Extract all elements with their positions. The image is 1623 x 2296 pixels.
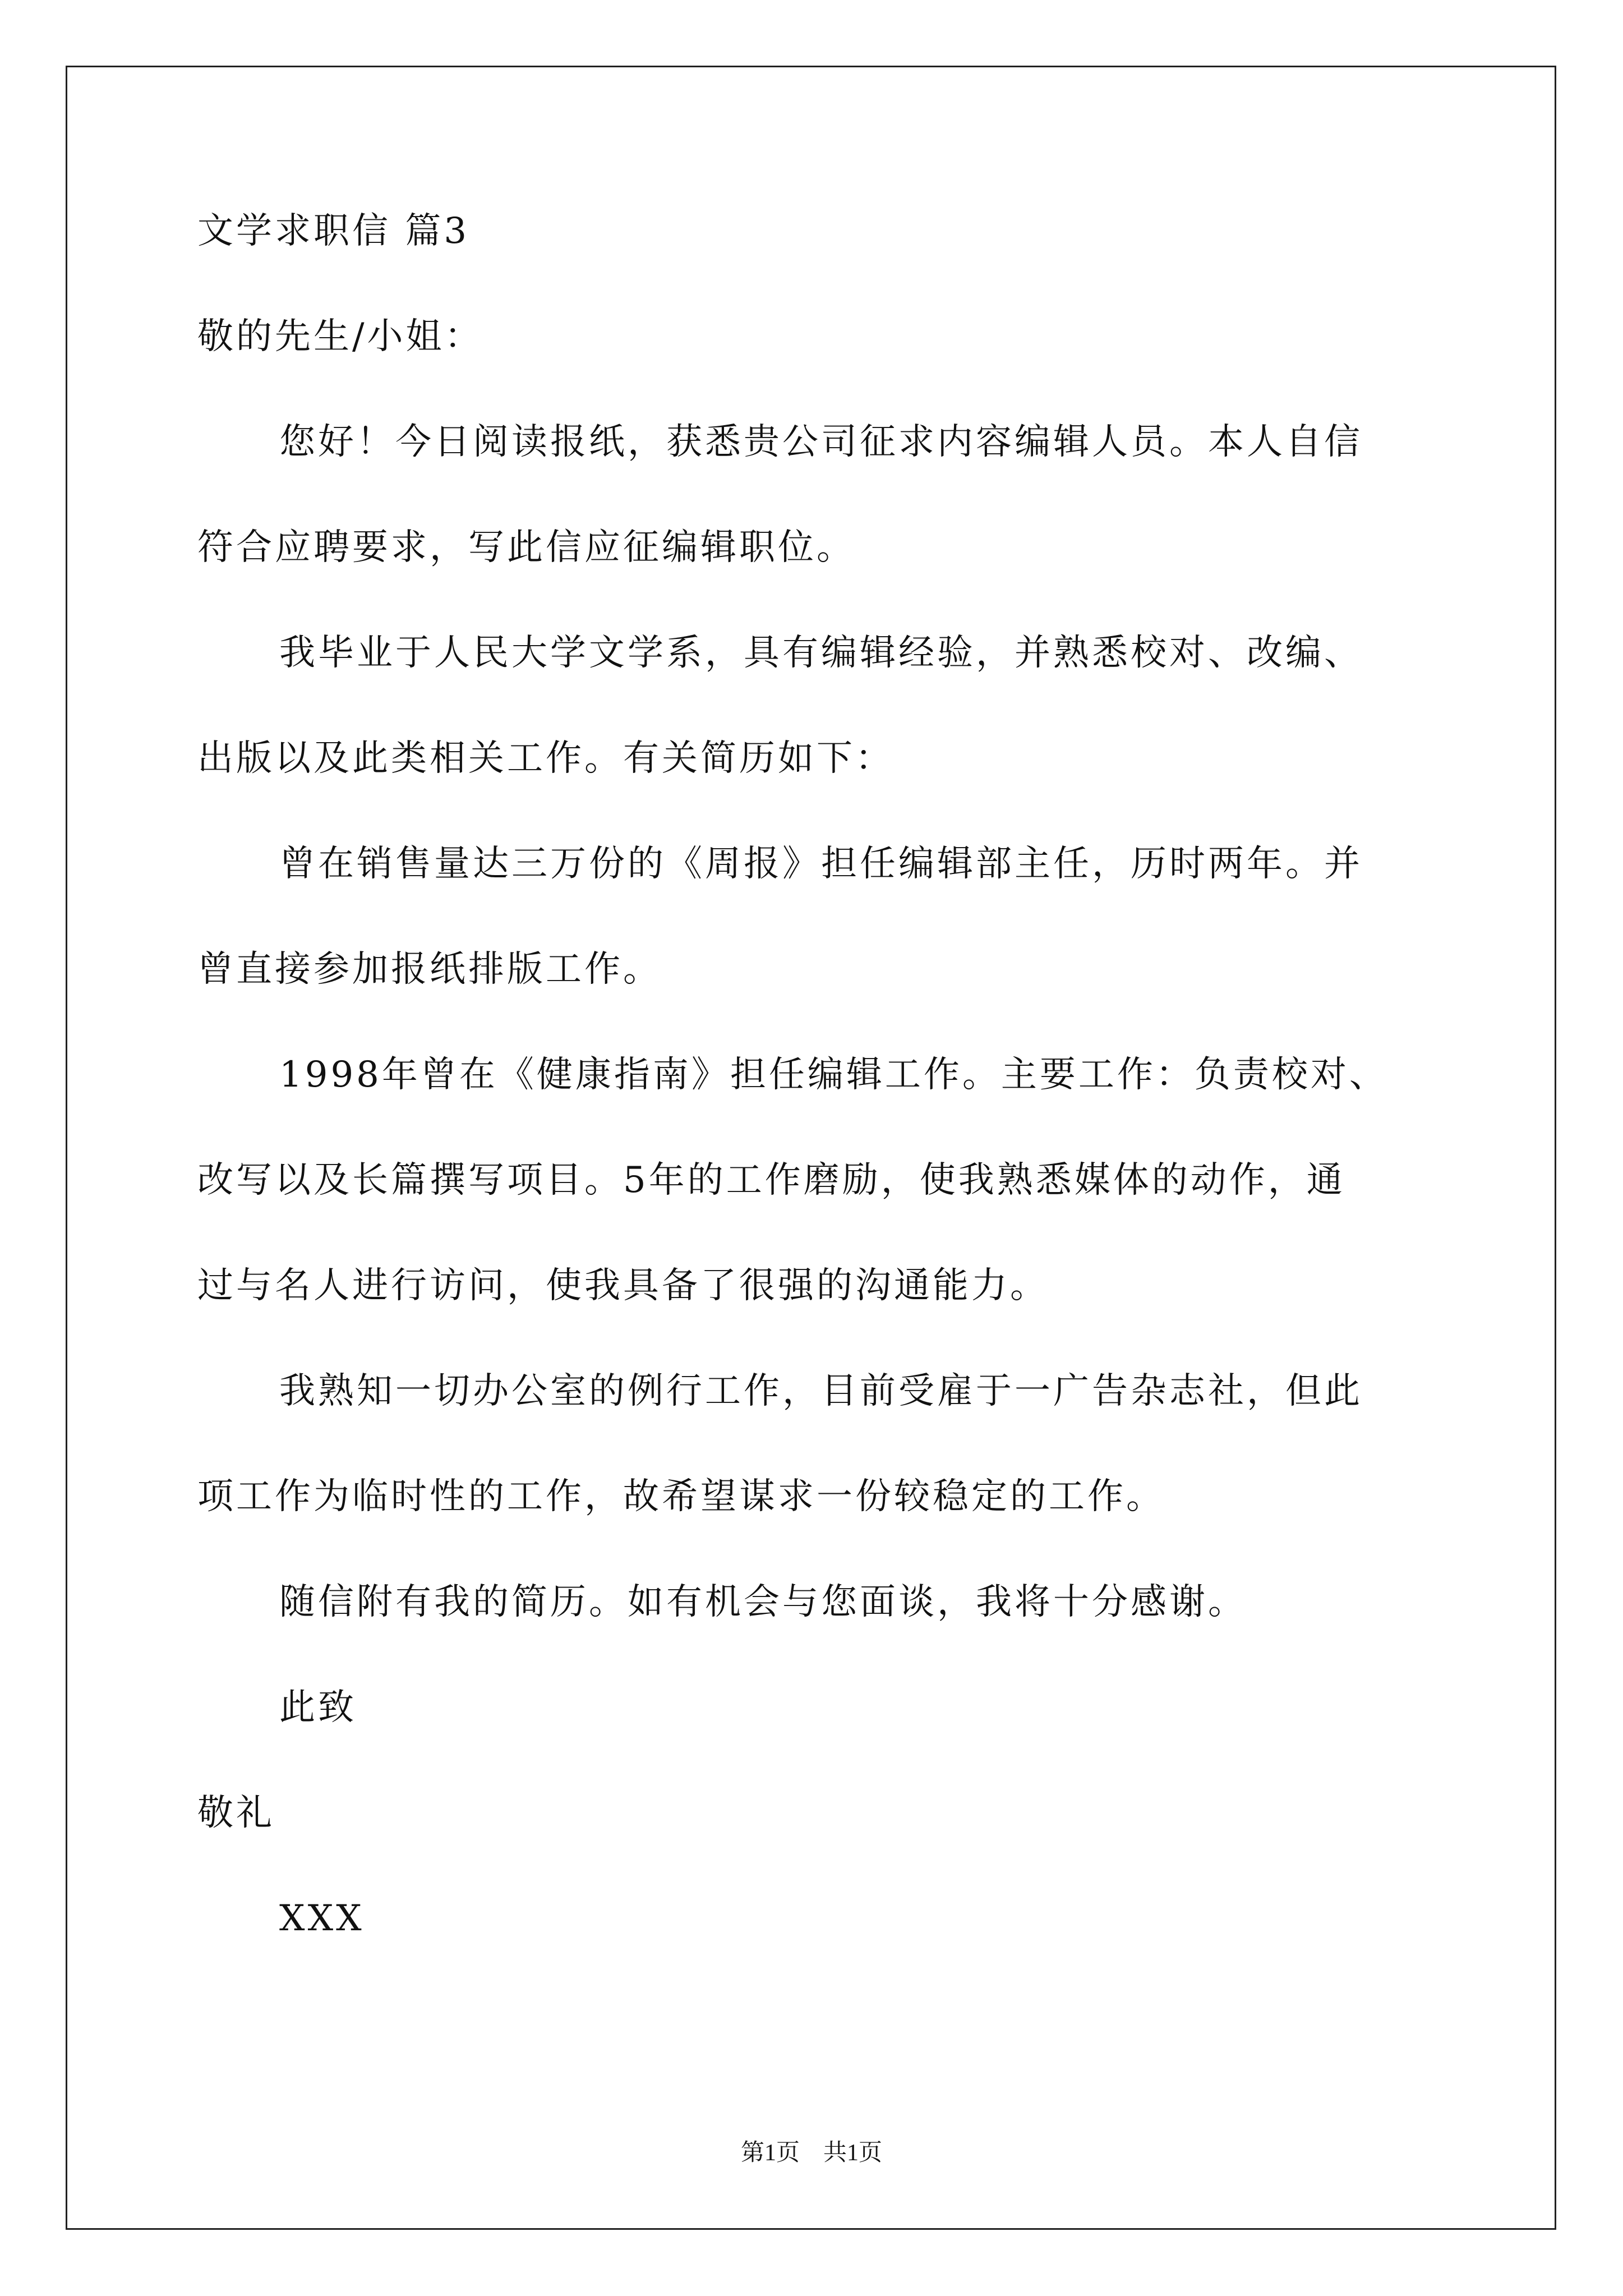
paragraph-line: 您好！今日阅读报纸，获悉贵公司征求内容编辑人员。本人自信 [279, 421, 1363, 463]
paragraph-line: 随信附有我的简历。如有机会与您面谈，我将十分感谢。 [279, 1581, 1247, 1623]
paragraph-line: 改写以及长篇撰写项目。5年的工作磨励，使我熟悉媒体的动作，通 [197, 1159, 1345, 1201]
paragraph-line: 过与名人进行访问，使我具备了很强的沟通能力。 [197, 1265, 1049, 1306]
page-footer: 第1页 共1页 [740, 2140, 882, 2166]
paragraph-line: 曾在销售量达三万份的《周报》担任编辑部主任，历时两年。并 [279, 843, 1363, 885]
regards: 敬礼 [197, 1792, 275, 1834]
salutation: 敬的先生/小姐： [197, 316, 483, 357]
paragraph-line: 出版以及此类相关工作。有关简历如下： [197, 738, 894, 779]
document-title: 文学求职信 篇3 [197, 210, 470, 252]
paragraph-line: 曾直接参加报纸排版工作。 [197, 949, 662, 990]
paragraph-line: 我毕业于人民大学文学系，具有编辑经验，并熟悉校对、改编、 [279, 632, 1363, 674]
paragraph-line: 1998年曾在《健康指南》担任编辑工作。主要工作：负责校对、 [279, 1054, 1388, 1096]
closing: 此致 [279, 1687, 357, 1728]
paragraph-line: 符合应聘要求，写此信应征编辑职位。 [197, 527, 855, 568]
paragraph-line: 项工作为临时性的工作，故希望谋求一份较稳定的工作。 [197, 1476, 1165, 1517]
paragraph-line: 我熟知一切办公室的例行工作，目前受雇于一广告杂志社，但此 [279, 1370, 1363, 1412]
signature: XXX [279, 1898, 365, 1939]
